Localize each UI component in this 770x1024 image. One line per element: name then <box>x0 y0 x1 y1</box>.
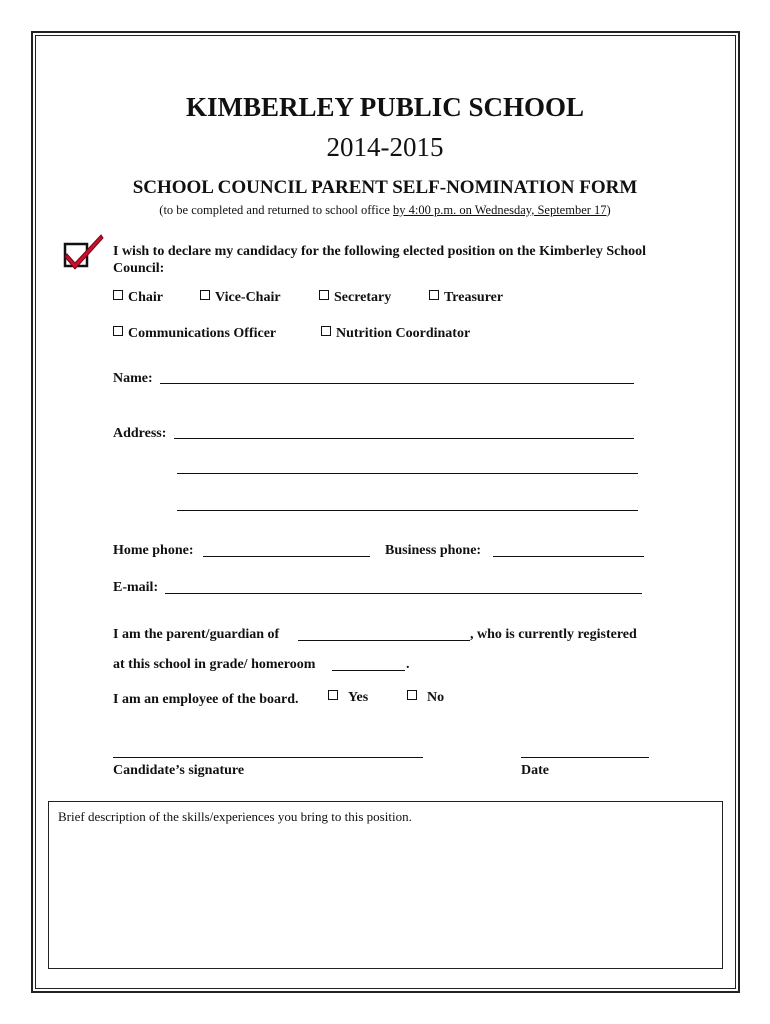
address-line-3[interactable] <box>177 510 638 511</box>
grade-suffix: . <box>406 657 410 672</box>
position-secretary[interactable] <box>319 290 391 306</box>
instruction-prefix: (to be completed and returned to school office <box>159 203 393 217</box>
school-year: 2014-2015 <box>326 132 444 162</box>
guardian-prefix: I am the parent/guardian of <box>113 627 280 642</box>
signature-line[interactable] <box>113 757 423 758</box>
position-chair[interactable] <box>113 290 163 306</box>
candidacy-declaration: I wish to declare my candidacy for the following elected position on the Kimberley School Council: <box>113 244 647 276</box>
home-phone-line[interactable] <box>203 556 370 557</box>
name-input-line[interactable] <box>160 383 634 384</box>
home-phone-label: Home phone: <box>113 543 194 558</box>
email-label: E-mail: <box>113 580 159 595</box>
checkbox-employee-yes[interactable] <box>328 690 338 700</box>
label-communications-officer: Communications Officer <box>128 326 277 341</box>
child-name-line[interactable] <box>298 640 470 641</box>
label-employee-yes: Yes <box>348 690 369 705</box>
label-secretary: Secretary <box>334 290 392 305</box>
date-label: Date <box>521 763 549 778</box>
label-nutrition-coordinator: Nutrition Coordinator <box>336 326 471 341</box>
form-instruction <box>0 203 770 218</box>
employee-yes-option[interactable] <box>328 690 368 706</box>
employee-no-option[interactable] <box>407 690 444 706</box>
date-line[interactable] <box>521 757 649 758</box>
address-line-1[interactable] <box>174 438 634 439</box>
address-line-2[interactable] <box>177 473 638 474</box>
address-label: Address: <box>113 426 167 441</box>
name-label: Name: <box>113 371 153 386</box>
description-box[interactable] <box>48 801 723 969</box>
instruction-deadline: by 4:00 p.m. on Wednesday, September 17 <box>393 203 607 217</box>
employee-question: I am an employee of the board. <box>113 692 299 707</box>
position-vice-chair[interactable] <box>200 290 281 306</box>
position-communications-officer[interactable] <box>113 326 276 342</box>
grade-homeroom-line[interactable] <box>332 670 405 671</box>
checkmark-icon <box>63 232 105 270</box>
business-phone-line[interactable] <box>493 556 644 557</box>
guardian-suffix: , who is currently registered <box>470 627 637 642</box>
checkbox-treasurer[interactable] <box>429 290 439 300</box>
position-nutrition-coordinator[interactable] <box>321 326 470 342</box>
label-employee-no: No <box>427 690 445 705</box>
grade-prefix: at this school in grade/ homeroom <box>113 657 316 672</box>
label-chair: Chair <box>128 290 163 305</box>
business-phone-label: Business phone: <box>385 543 482 558</box>
label-treasurer: Treasurer <box>444 290 504 305</box>
checkbox-communications-officer[interactable] <box>113 326 123 336</box>
candidate-signature-label: Candidate’s signature <box>113 763 245 778</box>
checkbox-employee-no[interactable] <box>407 690 417 700</box>
checkbox-vice-chair[interactable] <box>200 290 210 300</box>
description-label: Brief description of the skills/experiences you bring to this position. <box>58 809 412 824</box>
school-name: KIMBERLEY PUBLIC SCHOOL <box>185 92 585 122</box>
checkbox-secretary[interactable] <box>319 290 329 300</box>
form-title: SCHOOL COUNCIL PARENT SELF-NOMINATION FORM <box>132 177 638 198</box>
position-treasurer[interactable] <box>429 290 503 306</box>
label-vice-chair: Vice-Chair <box>215 290 281 305</box>
instruction-suffix: ) <box>606 203 611 217</box>
checkbox-nutrition-coordinator[interactable] <box>321 326 331 336</box>
email-line[interactable] <box>165 593 642 594</box>
checkbox-chair[interactable] <box>113 290 123 300</box>
